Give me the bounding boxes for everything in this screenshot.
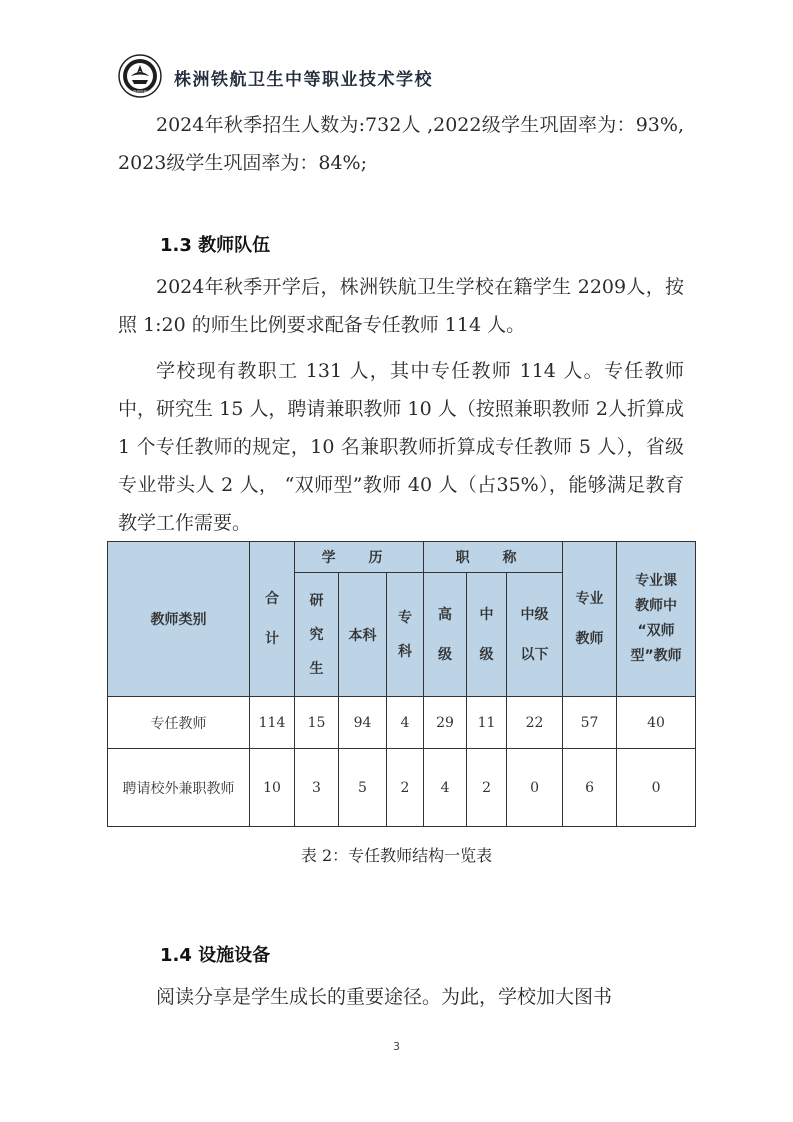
cell-dual: 40	[617, 697, 696, 749]
cell-senior: 29	[424, 697, 467, 749]
teacher-structure-table	[107, 541, 696, 827]
header-college: 专科	[387, 573, 424, 697]
cell-senior: 4	[424, 749, 467, 827]
cell-junior: 22	[507, 697, 563, 749]
cell-graduate: 3	[295, 749, 339, 827]
header-senior: 高级	[424, 573, 467, 697]
table-caption: 表 2：专任教师结构一览表	[300, 846, 493, 865]
cell-intermediate: 2	[467, 749, 507, 827]
cell-college: 4	[387, 697, 424, 749]
cell-bachelor: 5	[339, 749, 387, 827]
cell-junior: 0	[507, 749, 563, 827]
cell-dual: 0	[617, 749, 696, 827]
header-junior: 中级以下	[507, 573, 563, 697]
header-intermediate: 中级	[467, 573, 507, 697]
header-dual-line4: 型”教师	[630, 648, 682, 664]
header-graduate: 研究生	[295, 573, 339, 697]
cell-total: 10	[250, 749, 295, 827]
page-header	[118, 54, 678, 98]
logo-text: 株洲铁航	[132, 90, 148, 94]
cell-college: 2	[387, 749, 424, 827]
header-bachelor: 本科	[339, 573, 387, 697]
cell-category: 聘请校外兼职教师	[108, 749, 250, 827]
cell-major-teacher: 57	[563, 697, 617, 749]
section-1-4-heading: 1.4 设施设备	[160, 945, 271, 966]
header-dual-line3: “双师	[637, 623, 675, 639]
cell-major-teacher: 6	[563, 749, 617, 827]
cell-category: 专任教师	[108, 697, 250, 749]
header-title: 职 称	[424, 542, 563, 573]
header-dual-line1: 专业课	[635, 573, 678, 589]
header-total: 合计	[250, 542, 295, 697]
table-row	[108, 697, 696, 749]
cell-bachelor: 94	[339, 697, 387, 749]
header-category: 教师类别	[108, 542, 250, 697]
staffing-paragraph: 2024年秋季开学后，株洲铁航卫生学校在籍学生 2209人，按照 1:20 的师生比例要求配备专任教师 114 人。	[118, 276, 684, 336]
header-education: 学 历	[295, 542, 424, 573]
header-dual-teacher	[617, 542, 696, 697]
table-row	[108, 749, 696, 827]
header-dual-line2: 教师中	[635, 598, 678, 614]
facilities-paragraph: 阅读分享是学生成长的重要途径。为此，学校加大图书	[156, 986, 613, 1008]
cell-total: 114	[250, 697, 295, 749]
faculty-paragraph: 学校现有教职工 131 人，其中专任教师 114 人。专任教师中，研究生 15 人，聘请兼职教师 10 人（按照兼职教师 2人折算成 1 个专任教师的规定，10 名兼职教师折算成专任教师 5 人），省级专业带头人 2 人， “双师型”教师 40 人（占35%），能够满足教育教学工作需要。	[118, 360, 684, 534]
enrollment-paragraph: 2024年秋季招生人数为:732人 ,2022级学生巩固率为：93%, 2023级学生巩固率为：84%;	[118, 114, 684, 174]
school-logo-icon	[118, 54, 162, 98]
school-name: 株洲铁航卫生中等职业技术学校	[174, 70, 433, 90]
cell-graduate: 15	[295, 697, 339, 749]
page-number: 3	[393, 1040, 400, 1053]
section-1-3-heading: 1.3 教师队伍	[160, 235, 271, 256]
header-major-teacher: 专业教师	[563, 542, 617, 697]
cell-intermediate: 11	[467, 697, 507, 749]
